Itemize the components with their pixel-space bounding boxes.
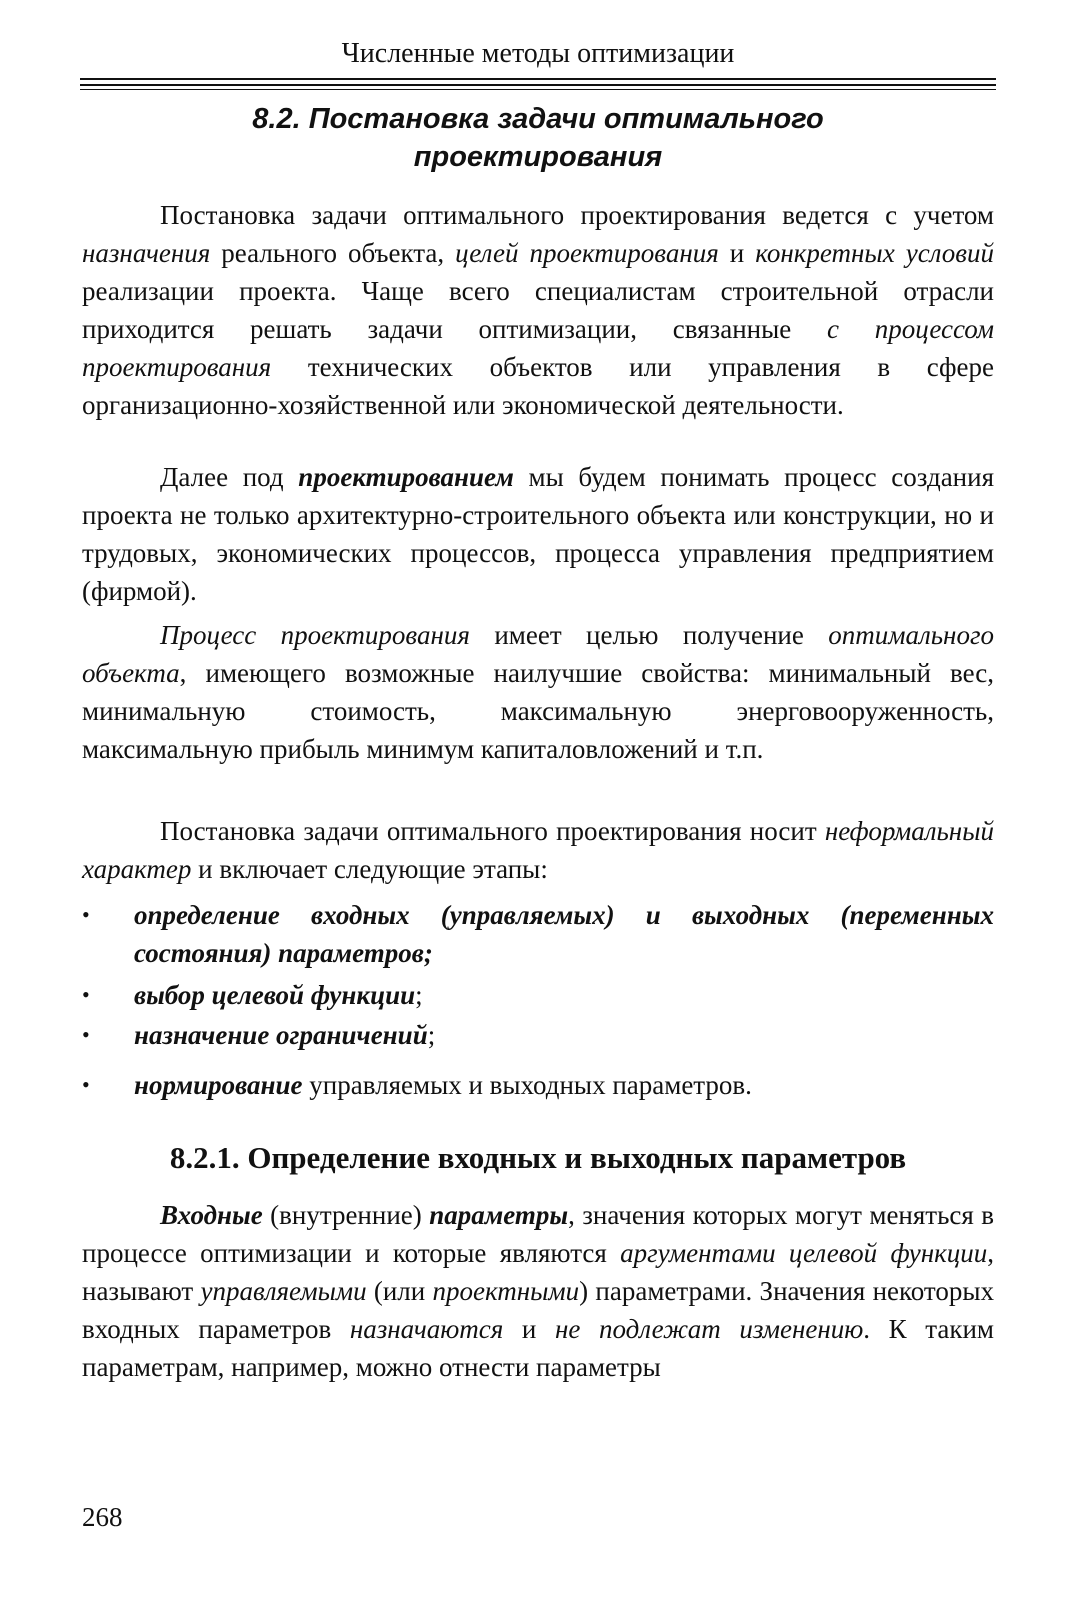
text-run: Постановка задачи оптимального проектирования ведется с учетом	[160, 200, 994, 230]
list-item	[82, 1016, 994, 1054]
text-run: имеет целью получение	[469, 620, 829, 650]
text-run: , называют	[82, 1238, 994, 1306]
header-rule	[80, 89, 996, 90]
text-run: Далее под	[160, 462, 299, 492]
paragraph-intro	[82, 196, 994, 424]
text-run: и	[503, 1314, 555, 1344]
text-run: , имеющего возможные наилучшие свойства: минимальный вес, минимальную стоимость, максимальную энерговооруженность, максимальную прибыль минимум капиталовложений и т.п.	[82, 658, 994, 764]
header-rule	[80, 78, 996, 80]
paragraph-design-process	[82, 616, 994, 768]
list-item-text	[134, 976, 994, 1014]
emphasized-text: параметры	[429, 1200, 569, 1230]
list-item-text	[134, 1016, 994, 1054]
text-run: ) параметрами. Значения некоторых входных параметров	[82, 1276, 994, 1344]
emphasized-text: проектированием	[298, 462, 514, 492]
text-run: и включает следующие этапы:	[191, 854, 548, 884]
paragraph-design-definition	[82, 458, 994, 610]
bullet-marker: •	[82, 982, 90, 1007]
text-run: реального объекта,	[210, 238, 456, 268]
emphasized-text: с процессом проектирования	[82, 314, 994, 382]
text-run: ;	[415, 980, 423, 1010]
header-rule	[80, 84, 996, 86]
emphasized-text: целей проектирования	[455, 238, 719, 268]
emphasized-text: Входные	[160, 1200, 263, 1230]
text-run: (или	[366, 1276, 433, 1306]
section-title-line2: проектирования	[413, 141, 663, 173]
text-run: управляемых и выходных параметров.	[302, 1070, 752, 1100]
bullet-marker: •	[82, 1072, 90, 1097]
text-run: реализации проекта. Чаще всего специалистам строительной отрасли приходится решать задачи оптимизации, связанные	[82, 276, 994, 344]
emphasized-text: аргументами целевой функции	[620, 1238, 988, 1268]
paragraph-input-parameters	[82, 1196, 994, 1386]
section-title	[80, 100, 996, 176]
page-number: 268	[82, 1502, 123, 1532]
emphasized-text: назначения	[82, 238, 211, 268]
emphasized-text: не подлежат изменению	[554, 1314, 864, 1344]
paragraph-stages-intro	[82, 812, 994, 888]
section-title-line1: 8.2. Постановка задачи оптимального	[252, 103, 824, 135]
text-run: ;	[427, 1020, 436, 1050]
emphasized-text: неформальный характер	[82, 816, 994, 884]
text-run: . К таким параметрам, например, можно отнести параметры	[82, 1314, 994, 1382]
subsection-title: 8.2.1. Определение входных и выходных параметров	[169, 1140, 907, 1175]
list-item-text	[134, 1066, 994, 1104]
text-run: и	[718, 238, 756, 268]
emphasized-text: управляемыми	[200, 1276, 367, 1306]
list-item	[82, 1066, 994, 1104]
bullet-marker: •	[82, 1022, 90, 1047]
text-run: (внутренние)	[262, 1200, 430, 1230]
emphasized-text: назначение ограничений	[134, 1020, 428, 1050]
text-run: технических объектов или управления в сфере организационно-хозяйственной или экономической деятельности.	[82, 352, 994, 420]
list-item	[82, 896, 994, 972]
list-item-text	[134, 896, 994, 972]
emphasized-text: проектными	[432, 1276, 580, 1306]
emphasized-text: определение входных (управляемых) и выходных (переменных состояния) параметров;	[134, 900, 994, 968]
text-run: , значения которых могут меняться в процессе оптимизации и которые являются	[82, 1200, 994, 1268]
emphasized-text: конкретных условий	[755, 238, 994, 268]
running-header: Численные методы оптимизации	[341, 38, 735, 69]
emphasized-text: выбор целевой функции	[134, 980, 416, 1010]
emphasized-text: назначаются	[349, 1314, 504, 1344]
emphasized-text: оптимального объекта	[82, 620, 994, 688]
emphasized-text: Процесс проектирования	[160, 620, 470, 650]
bullet-marker: •	[82, 902, 90, 927]
text-run: мы будем понимать процесс создания проекта не только архитектурно-строительного объекта или конструкции, но и трудовых, экономических процессов, процесса управления предприятием (фирмой).	[82, 462, 994, 606]
text-run: Постановка задачи оптимального проектирования носит	[160, 816, 825, 846]
emphasized-text: нормирование	[134, 1070, 303, 1100]
list-item	[82, 976, 994, 1014]
